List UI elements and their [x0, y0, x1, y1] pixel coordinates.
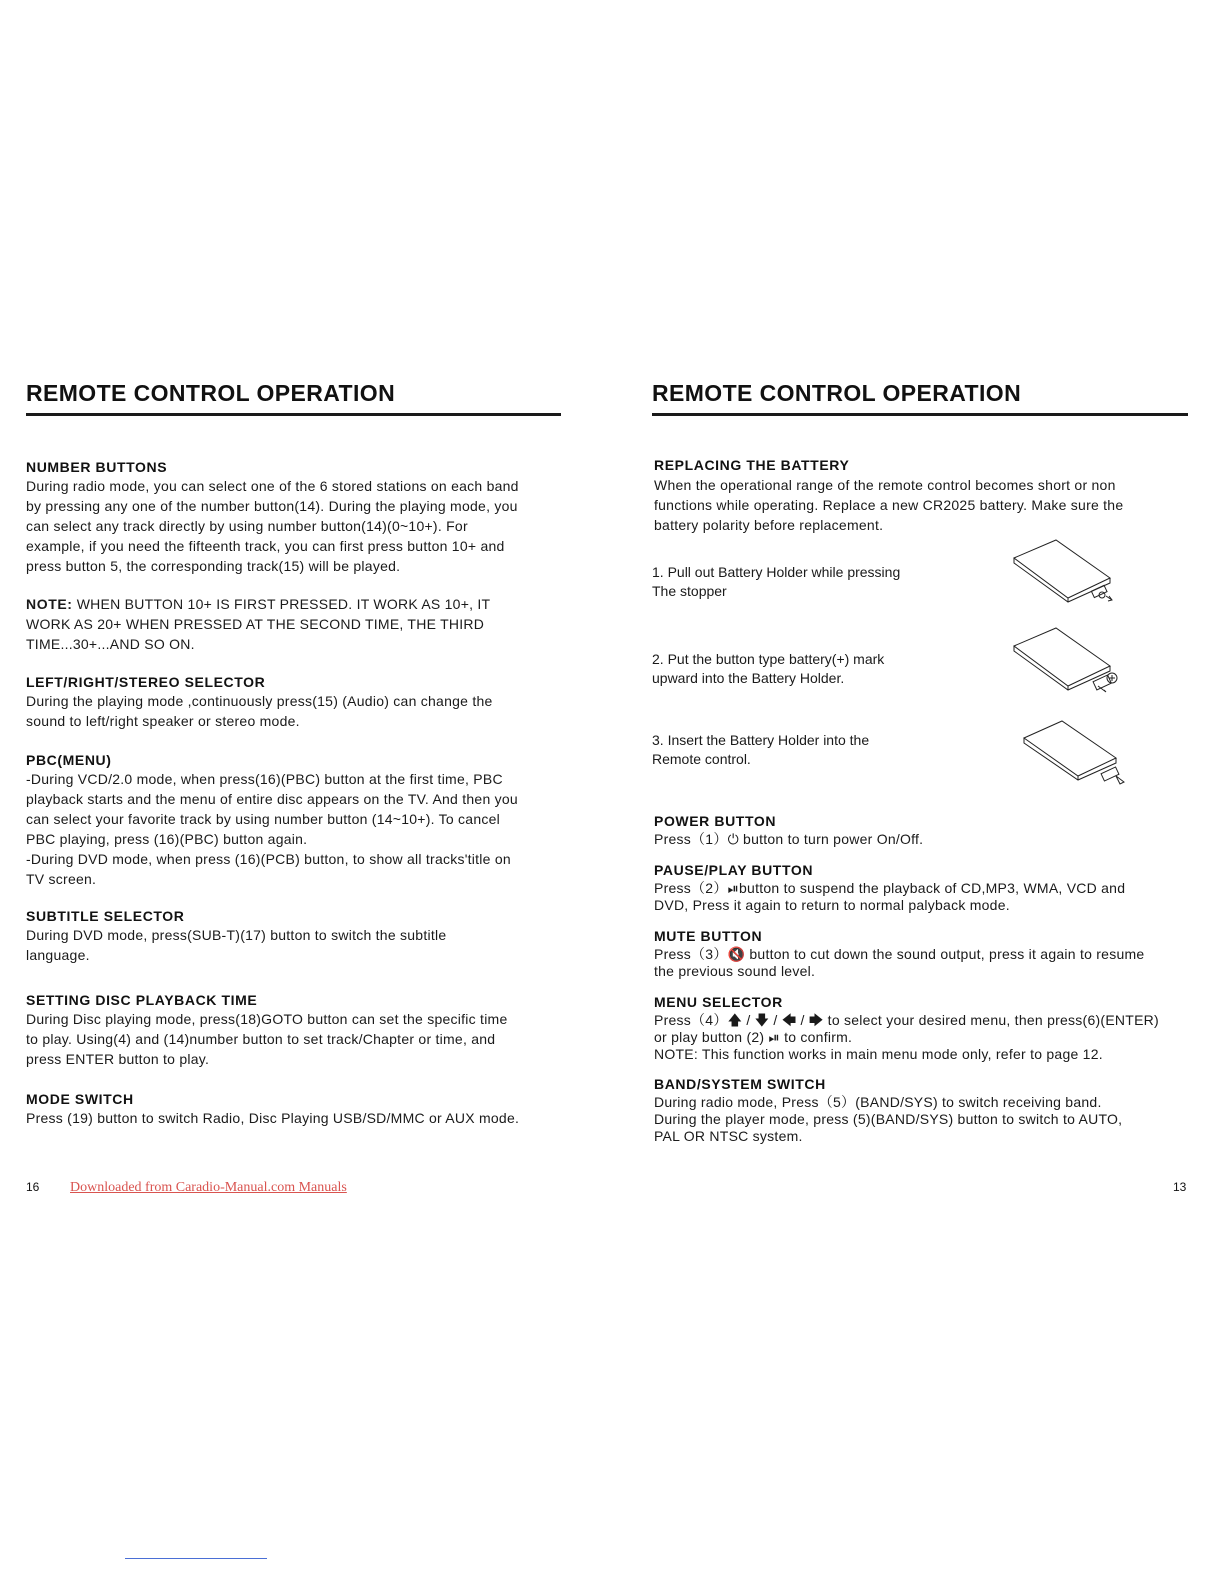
- battery-holder-insert-illustration: [1020, 718, 1126, 790]
- section-pause-play: [654, 861, 1194, 914]
- section-power-button: [654, 812, 1194, 848]
- battery-insert-coin-illustration: [1010, 626, 1122, 698]
- section-heading: PAUSE/PLAY BUTTON: [654, 862, 814, 878]
- section-body: During the playing mode ,continuously press(15) (Audio) can change the sound to left/right speaker or stereo mode.: [26, 693, 493, 729]
- section-replacing-battery: [654, 456, 1194, 535]
- battery-pull-out-illustration: [1010, 538, 1116, 604]
- section-body: Press（2）⏯button to suspend the playback of CD,MP3, WMA, VCD and DVD, Press it again to return to normal palyback mode.: [654, 880, 1126, 913]
- section-subtitle-selector: [26, 907, 566, 966]
- note-text: [26, 595, 566, 655]
- section-body: During Disc playing mode, press(18)GOTO button can set the specific time to play. Using(4) and (14)number button to set track/Chapter or time, and press ENTER button to play.: [26, 1011, 508, 1067]
- bottom-divider: [125, 1558, 267, 1559]
- section-playback-time: [26, 991, 566, 1070]
- section-menu-selector: [654, 993, 1194, 1063]
- section-heading: SUBTITLE SELECTOR: [26, 908, 185, 924]
- battery-step-1: 1. Pull out Battery Holder while pressing The stopper: [652, 564, 901, 599]
- note-body: WHEN BUTTON 10+ IS FIRST PRESSED. IT WORK AS 10+, IT WORK AS 20+ WHEN PRESSED AT THE SECOND TIME, THE THIRD TIME...30+...AND SO ON.: [26, 596, 491, 652]
- section-mute-button: [654, 927, 1194, 980]
- section-body: Press（4）🡅 / 🡇 / 🡄 / 🡆 to select your desired menu, then press(6)(ENTER) or play button (2) ⏯ to confirm. NOTE: This function works in main menu mode only, refer to page 12.: [654, 1012, 1159, 1062]
- section-body: -During VCD/2.0 mode, when press(16)(PBC) button at the first time, PBC playback starts and the menu of entire disc appears on the TV. And then you can select your favorite track by using number button (14~10+). To cancel PBC playing, press (16)(PBC) button again. -During DVD mode, when press (16)(PCB) button, to show all tracks'title on TV screen.: [26, 771, 518, 887]
- section-body: Press（1）⏻ button to turn power On/Off.: [654, 831, 924, 847]
- section-body: Press（3）🔇 button to cut down the sound output, press it again to resume the previous sound level.: [654, 946, 1145, 979]
- section-heading: MODE SWITCH: [26, 1091, 134, 1107]
- section-heading: BAND/SYSTEM SWITCH: [654, 1076, 826, 1092]
- section-heading: NUMBER BUTTONS: [26, 459, 168, 475]
- title-rule: [652, 413, 1188, 416]
- section-note: [26, 595, 566, 655]
- section-mode-switch: [26, 1090, 566, 1129]
- section-heading: SETTING DISC PLAYBACK TIME: [26, 992, 258, 1008]
- section-number-buttons: [26, 458, 566, 577]
- section-heading: MUTE BUTTON: [654, 928, 763, 944]
- title-rule: [26, 413, 561, 416]
- section-heading: POWER BUTTON: [654, 813, 777, 829]
- section-body: During radio mode, Press（5）(BAND/SYS) to switch receiving band. During the player mode, press (5)(BAND/SYS) button to switch to AUTO, PAL OR NTSC system.: [654, 1094, 1123, 1144]
- section-body: During DVD mode, press(SUB-T)(17) button to switch the subtitle language.: [26, 927, 447, 963]
- battery-step-3: 3. Insert the Battery Holder into the Remote control.: [652, 732, 870, 767]
- section-band-system: [654, 1075, 1194, 1145]
- battery-step-2: 2. Put the button type battery(+) mark upward into the Battery Holder.: [652, 651, 885, 686]
- section-stereo-selector: [26, 673, 566, 732]
- section-heading: PBC(MENU): [26, 752, 112, 768]
- section-body: When the operational range of the remote control becomes short or non functions while operating. Replace a new CR2025 battery. Make sure the battery polarity before replacement.: [654, 477, 1124, 533]
- page-title: REMOTE CONTROL OPERATION: [652, 380, 1022, 406]
- download-source-link[interactable]: Downloaded from Caradio-Manual.com Manuals: [70, 1180, 347, 1195]
- page-number: 13: [1173, 1180, 1187, 1194]
- section-heading: LEFT/RIGHT/STEREO SELECTOR: [26, 674, 266, 690]
- note-label: NOTE:: [26, 596, 73, 612]
- section-pbc-menu: [26, 751, 566, 889]
- section-heading: MENU SELECTOR: [654, 994, 783, 1010]
- section-body: Press (19) button to switch Radio, Disc Playing USB/SD/MMC or AUX mode.: [26, 1110, 520, 1126]
- section-body: During radio mode, you can select one of the 6 stored stations on each band by pressing any one of the number button(14). During the playing mode, you can select any track directly by using number button(14)(0~10+). For example, if you need the fifteenth track, you can first press button 10+ and press button 5, the corresponding track(15) will be played.: [26, 478, 519, 574]
- section-heading: REPLACING THE BATTERY: [654, 457, 850, 473]
- page-number: 16: [26, 1180, 40, 1194]
- page-title: REMOTE CONTROL OPERATION: [26, 380, 396, 406]
